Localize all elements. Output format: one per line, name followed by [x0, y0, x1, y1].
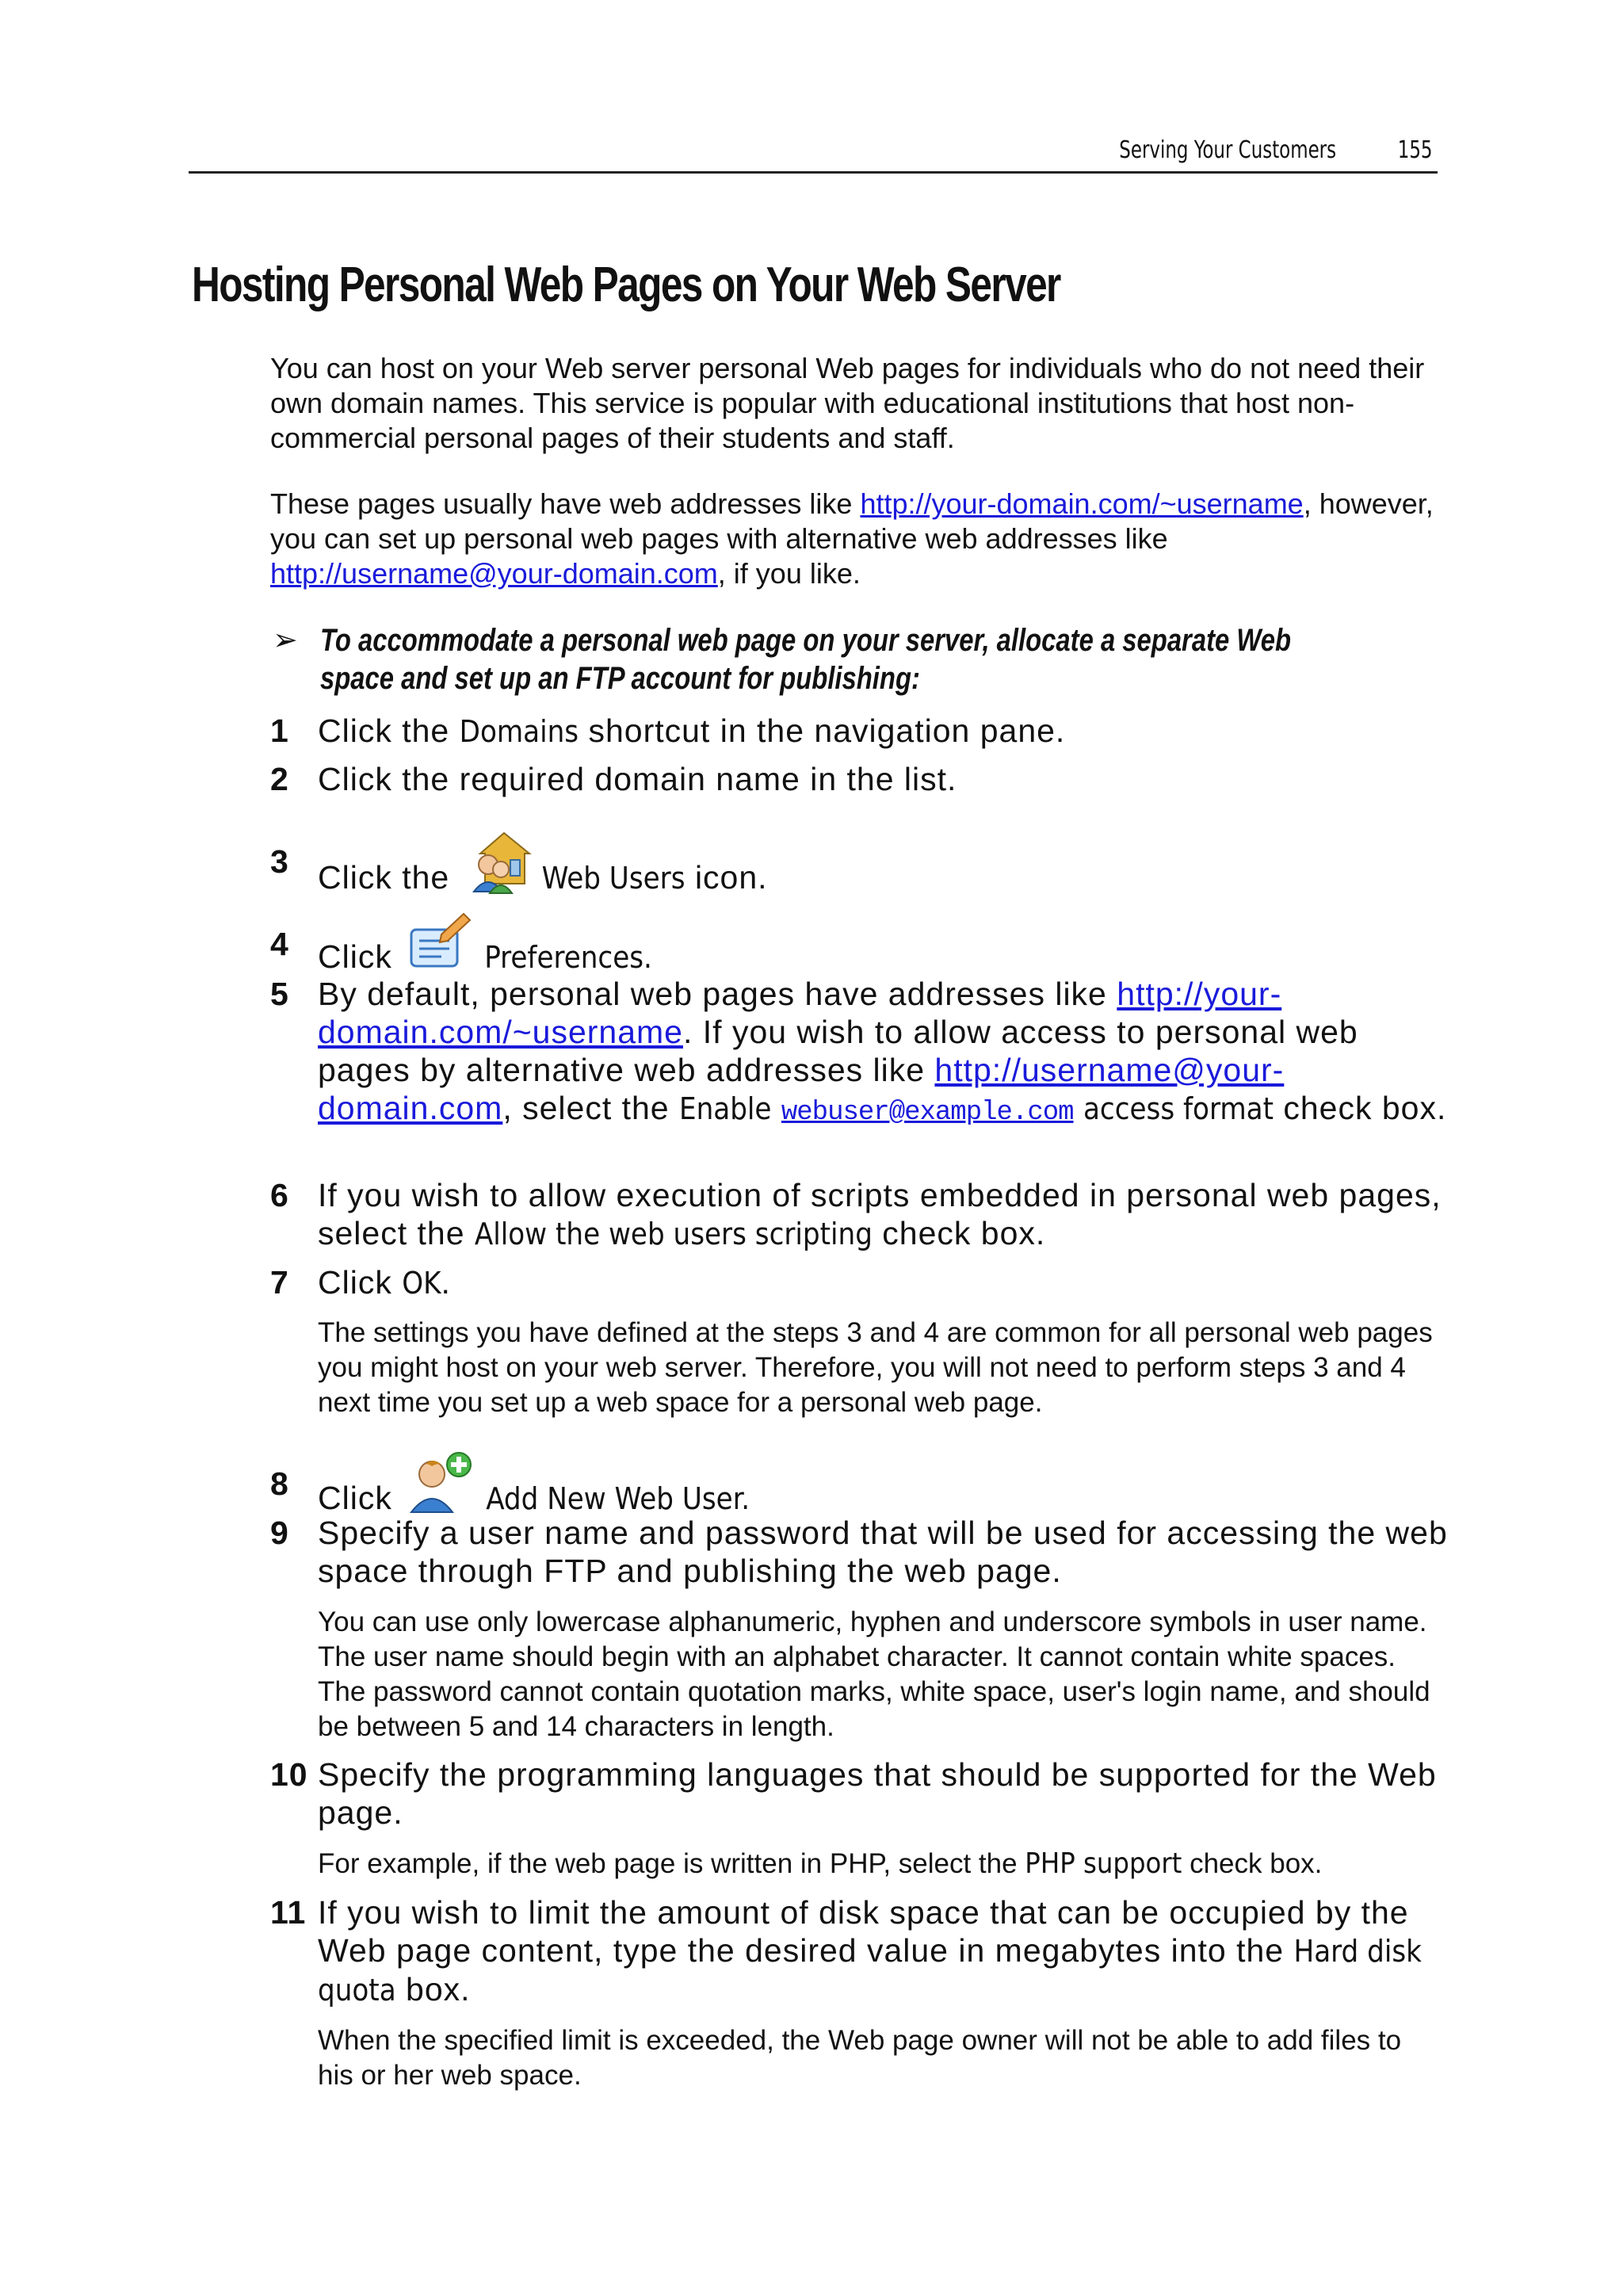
ui-term-web-users: Web Users [541, 860, 685, 896]
note-after-step-11: When the specified limit is exceeded, the Web page owner will not be able to add files to his or her web space. [318, 2025, 1402, 2091]
step-2 [270, 760, 1451, 798]
step-text: Specify a user name and password that will be used for accessing the web space through FTP and publishing the web page. [318, 1515, 1448, 1589]
step-text: Click the [318, 712, 460, 749]
ui-term-preferences: Preferences. [484, 939, 652, 975]
intro-paragraph-1: You can host on your Web server personal Web pages for individuals who do not need their own domain names. This service is popular with educational institutions that host non-commercial personal pages of their students and staff. [270, 352, 1425, 454]
step-text: check box. [872, 1215, 1046, 1251]
step-10 [270, 1755, 1451, 1832]
step-text: Click [318, 938, 403, 975]
step-number: 8 [270, 1465, 289, 1502]
arrow-bullet-icon: ➢ [273, 624, 298, 657]
step-number: 7 [270, 1264, 289, 1301]
ui-term-access-format: access format [1083, 1091, 1274, 1126]
ui-term-domains: Domains [459, 714, 579, 749]
step-number: 2 [270, 761, 289, 797]
ui-term-allow-scripting: Allow the web users scripting [474, 1217, 873, 1251]
step-text: If you wish to limit the amount of disk space that can be occupied by the Web page content, type the desired value in megabytes into the [318, 1894, 1409, 1969]
step-text: box. [395, 1971, 471, 2008]
step-text: Specify the programming languages that should be supported for the Web page. [318, 1756, 1437, 1831]
step-number: 9 [270, 1515, 289, 1551]
step-text: Click [318, 1264, 403, 1301]
step-text: Click the required domain name in the list. [318, 761, 957, 797]
step-text: . [441, 1264, 451, 1301]
preferences-icon [407, 911, 473, 979]
step-text: , select the [502, 1090, 679, 1126]
step-9 [270, 1514, 1451, 1590]
step-text: If you wish to allow execution of scripts embedded in personal web pages, select the [318, 1177, 1442, 1251]
step-number: 5 [270, 976, 289, 1012]
ui-term-ok: OK [402, 1266, 441, 1301]
step-text: . If you wish to allow access to personal web pages by alternative web addresses like [318, 1014, 1358, 1088]
add-new-web-user-icon [407, 1450, 475, 1522]
running-header [189, 136, 1438, 174]
step-1 [270, 712, 1451, 751]
link-username-at[interactable]: http://username@your-domain.com [270, 557, 718, 590]
page-number: 155 [1398, 136, 1433, 164]
note-after-step-10 [318, 1847, 1443, 1881]
procedure-intro [273, 621, 1461, 697]
step-number: 3 [270, 843, 289, 880]
step-text: shortcut in the navigation pane. [579, 712, 1066, 749]
link-username-path[interactable]: http://your-domain.com/~username [860, 487, 1304, 520]
step-number: 6 [270, 1177, 289, 1213]
procedure-intro-text: To accommodate a personal web page on your server, allocate a separate Web space and set up an FTP account for publishing: [320, 623, 1291, 696]
p2-text-b: , however, you can set up personal web pages with alternative web addresses like [270, 487, 1434, 555]
ui-term-php-support: PHP support [1025, 1847, 1182, 1880]
p2-text-a: These pages usually have web addresses like [270, 487, 861, 520]
step-5 [270, 975, 1451, 1132]
ui-term-hard-disk-quota: Hard disk quota [318, 1934, 1422, 2008]
step-number: 11 [270, 1894, 307, 1931]
step-text: Click the [318, 858, 460, 896]
step-6 [270, 1176, 1451, 1253]
p2-text-c: , if you like. [717, 557, 861, 590]
note-after-step-9: You can use only lowercase alphanumeric, hyphen and underscore symbols in user name. The user name should begin with an alphabet character. It cannot contain white spaces. The password cannot contain quotation marks, white space, user's login name, and should be between 5 and 14 characters in length. [318, 1606, 1430, 1742]
step-number: 1 [270, 712, 289, 749]
web-users-icon [464, 828, 537, 903]
step-11 [270, 1893, 1451, 2009]
step-text: icon. [685, 858, 768, 896]
link-username-path[interactable]: http://your-domain.com/~username [318, 976, 1282, 1050]
step-text: By default, personal web pages have addresses like [318, 976, 1117, 1012]
ui-term-webuser-example: webuser@example.com [781, 1098, 1074, 1128]
step-number: 4 [270, 926, 289, 962]
running-title: Serving Your Customers [1119, 136, 1336, 164]
note-text: check box. [1182, 1848, 1323, 1879]
step-3 [270, 842, 1451, 917]
step-number: 10 [270, 1756, 308, 1793]
link-username-at[interactable]: http://username@your-domain.com [318, 1052, 1285, 1126]
step-text: Click [318, 1479, 403, 1516]
step-text: check box. [1273, 1090, 1447, 1126]
section-title: Hosting Personal Web Pages on Your Web Server [192, 258, 1060, 312]
ui-term-enable: Enable [679, 1091, 772, 1126]
intro-paragraph-2 [270, 487, 1443, 591]
step-7 [270, 1263, 1451, 1302]
note-after-step-7: The settings you have defined at the steps 3 and 4 are common for all personal web pages you might host on your web server. Therefore, you will not need to perform steps 3 and 4 next time you set up a web space for a personal web page. [318, 1317, 1433, 1418]
ui-term-add-new-web-user: Add New Web User. [486, 1480, 750, 1516]
note-text: For example, if the web page is written in PHP, select the [318, 1848, 1025, 1879]
